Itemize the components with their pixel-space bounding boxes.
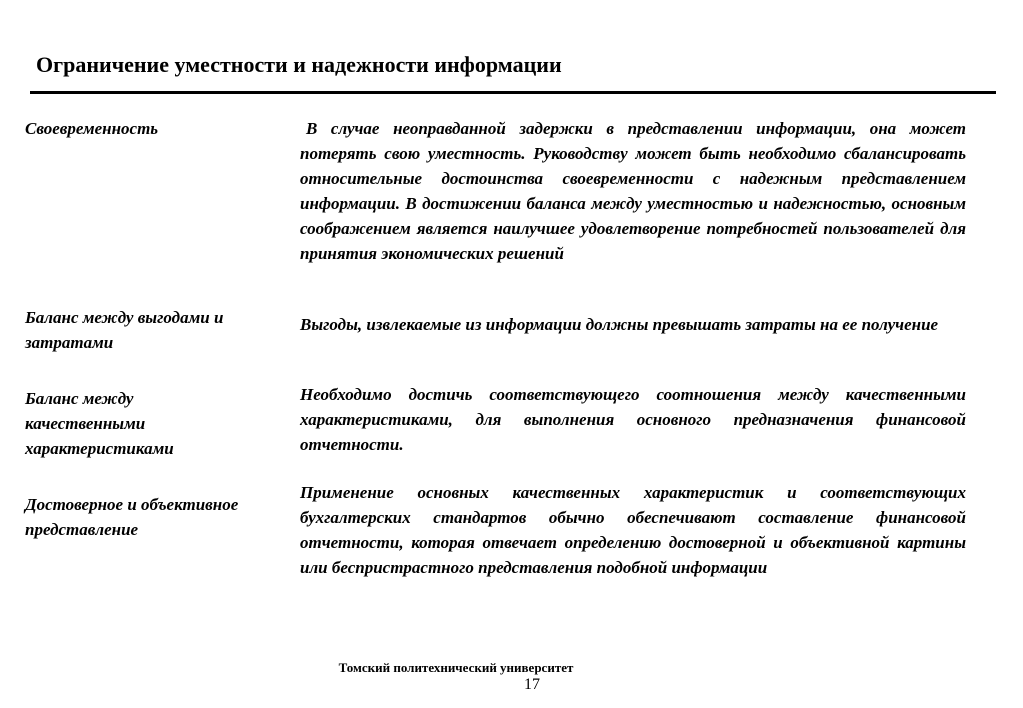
description-benefit-cost-balance: Выгоды, извлекаемые из информации должны превышать затраты на ее получение (300, 315, 939, 334)
term-qualitative-balance: Баланс между качественными характеристиками (25, 389, 174, 458)
footer-organization: Томский политехнический университет (338, 660, 574, 675)
slide-title: Ограничение уместности и надежности информации (36, 52, 562, 77)
description-timeliness: В случае неоправданной задержки в представлении информации, она может потерять свою уместность. Руководству может быть необходимо сбалансировать относительные достоинства своевременности с надежным представлением информации. В достижении баланса между уместностью и надежностью, основным соображением является наилучшее удовлетворение потребностей пользователей для принятия экономических решений (300, 119, 966, 263)
page-number: 17 (524, 676, 540, 693)
term-true-fair-view: Достоверное и объективное представление (25, 495, 239, 539)
term-benefit-cost-balance: Баланс между выгодами и затратами (25, 308, 224, 352)
description-qualitative-balance: Необходимо достичь соответствующего соотношения между качественными характеристиками, для выполнения основного предназначения финансовой отчетности. (300, 385, 966, 454)
description-true-fair-view: Применение основных качественных характеристик и соответствующих бухгалтерских стандартов обычно обеспечивают составление финансовой отчетности, которая отвечает определению достоверной и объективной картины или беспристрастного представления подобной информации (300, 483, 966, 577)
term-timeliness: Своевременность (25, 119, 159, 138)
title-divider (30, 91, 996, 94)
